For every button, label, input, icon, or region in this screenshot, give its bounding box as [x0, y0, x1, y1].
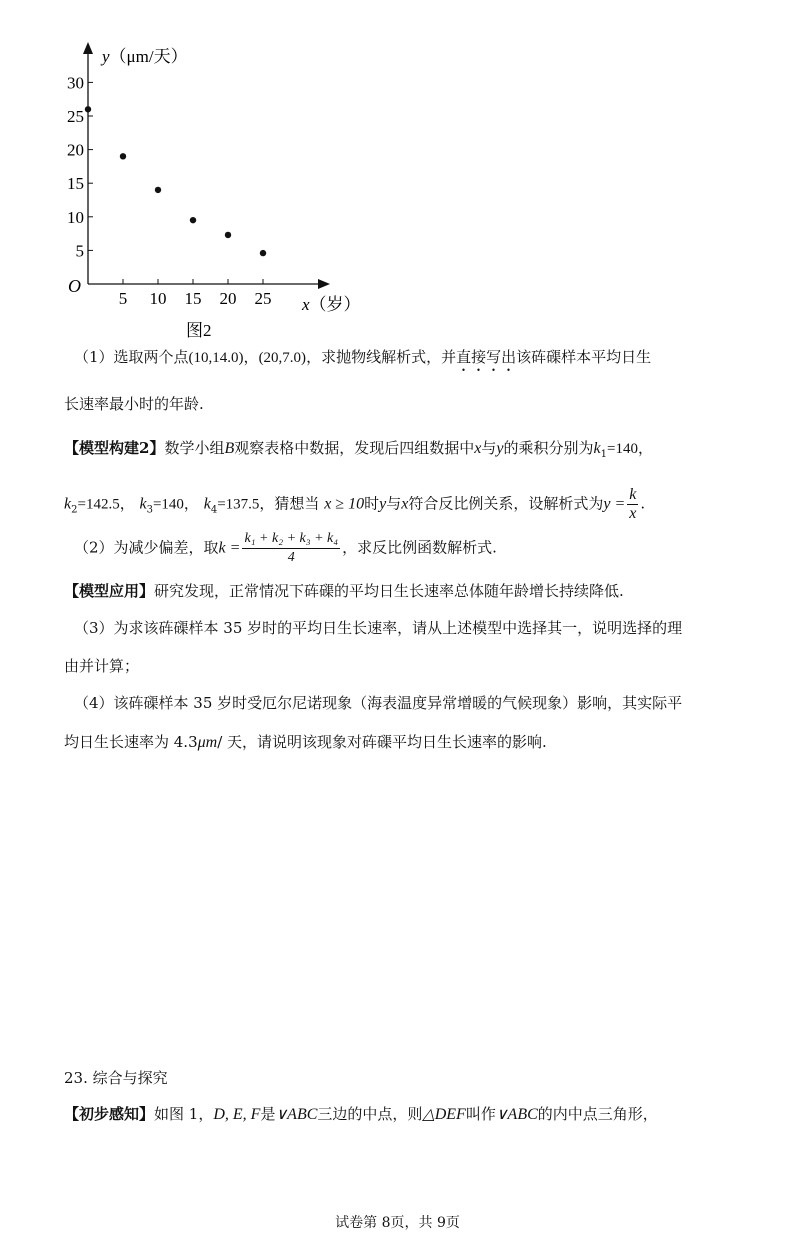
condition-x: x ≥ 10 — [324, 495, 365, 513]
model-2-text: 与 — [386, 494, 402, 513]
q4-text: 均日生长速率为 4.3 — [64, 733, 198, 751]
equation-left: y = — [603, 495, 626, 513]
fraction-numerator: k — [629, 486, 637, 503]
q23-tag: 【初步感知】 — [64, 1105, 155, 1123]
k1-subscript: 1 — [600, 449, 607, 460]
data-point — [260, 250, 266, 256]
fraction-k-over-x — [627, 486, 638, 523]
model-2-tag: 【模型构建2】 — [64, 439, 165, 457]
y-tick-label: 30 — [67, 73, 84, 93]
chart-axes — [67, 42, 361, 340]
q23-text: 叫作 — [465, 1105, 496, 1123]
x-tick-label: 15 — [184, 289, 202, 308]
var-y: y — [379, 495, 387, 513]
q1-point-1: (10,14.0) — [188, 350, 244, 366]
y-tick-label: 10 — [67, 207, 84, 227]
q1-prefix: （1）选取两个点 — [74, 348, 189, 366]
q1-separator: ， — [243, 348, 259, 366]
y-tick-label: 25 — [67, 107, 84, 126]
question-1-line-2: 长速率最小时的年龄. — [64, 395, 204, 413]
model-2-text: 的乘积分别为 — [503, 439, 594, 457]
question-2 — [74, 530, 497, 567]
k3-symbol: k — [139, 495, 147, 513]
apply-text: 研究发现，正常情况下砗磲的平均日生长速率总体随年龄增长持续降低. — [154, 582, 624, 600]
question-4-line-1: （4）该砗磲样本 35 岁时受厄尔尼诺现象（海表温度异常增暖的气候现象）影响，其实际平 — [74, 694, 683, 712]
q2-k: k = — [218, 539, 241, 557]
y-tick-label: 20 — [67, 140, 84, 160]
y-tick-label: 5 — [75, 241, 84, 261]
apply-tag: 【模型应用】 — [64, 582, 155, 600]
x-tick-label: 20 — [219, 289, 237, 308]
data-point — [190, 217, 196, 223]
q1-mid: ，求抛物线解析式，并 — [306, 348, 457, 366]
k2-value: =142.5， — [77, 496, 135, 513]
q1-tail: 该砗磲样本平均日生 — [516, 348, 652, 366]
group-b-label: B — [224, 440, 235, 457]
question-23-title: 23. 综合与探究 — [64, 1069, 168, 1087]
var-y: y — [496, 440, 504, 457]
question-3-line-2: 由并计算； — [64, 657, 140, 675]
q23-text: 三边的中点，则 — [317, 1105, 423, 1123]
model-2-text: 与 — [481, 439, 497, 457]
triangle-def: △DEF — [422, 1106, 466, 1123]
x-axis-label: x（岁） — [302, 295, 361, 314]
question-1-line-1 — [74, 346, 651, 375]
data-point — [85, 106, 91, 112]
k1-symbol: k — [593, 440, 601, 457]
sentence-end: . — [640, 494, 646, 513]
var-x: x — [401, 495, 409, 513]
scatter-chart — [56, 22, 361, 340]
triangle-abc: ∨ABC — [275, 1106, 318, 1123]
k2-subscript: 2 — [71, 504, 78, 516]
origin-label: O — [68, 276, 81, 296]
chart-points — [85, 106, 266, 256]
q23-text: 是 — [260, 1105, 276, 1123]
model-2-line-1 — [64, 437, 653, 460]
k3-subscript: 3 — [146, 504, 153, 516]
k3-value: =140， — [152, 496, 199, 513]
model-2-line-2 — [64, 486, 645, 523]
fraction-denominator: x — [629, 505, 637, 522]
q2-denominator: 4 — [287, 550, 295, 565]
q1-emphasis: 直接写出 — [456, 348, 517, 366]
q2-numerator: k₁ + k₂ + k₃ + k₄ — [242, 530, 340, 549]
question-3-line-1: （3）为求该砗磲样本 35 岁时的平均日生长速率，请从上述模型中选择其一，说明选择的理 — [74, 619, 683, 637]
k4-value: =137.5，猜想当 — [217, 496, 320, 513]
q1-point-2: (20,7.0) — [258, 350, 307, 366]
k2-symbol: k — [64, 495, 72, 513]
k4-subscript: 4 — [210, 504, 218, 516]
data-point — [155, 187, 161, 193]
triangle-abc: ∨ABC — [495, 1106, 538, 1123]
data-point — [120, 153, 126, 159]
y-tick-label: 15 — [67, 174, 84, 194]
var-x: x — [474, 440, 482, 457]
y-axis-arrow — [83, 42, 93, 54]
model-2-text: 符合反比例关系，设解析式为 — [408, 494, 604, 513]
q23-points: D, E, F — [213, 1106, 261, 1123]
q2-fraction — [242, 530, 340, 567]
page-footer: 试卷第 8页，共 9页 — [335, 1215, 460, 1231]
x-axis-arrow — [318, 279, 330, 289]
x-tick-label: 10 — [149, 289, 167, 308]
k1-value: =140， — [607, 441, 653, 457]
q2-tail: ，求反比例函数解析式. — [342, 538, 497, 557]
q4-unit: μm — [197, 734, 218, 751]
q2-prefix: （2）为减少偏差，取 — [74, 538, 219, 557]
chart-caption: 图2 — [186, 321, 212, 340]
q23-text: 如图 1， — [154, 1105, 214, 1123]
model-application — [64, 580, 624, 601]
question-23-intro — [64, 1103, 658, 1124]
q23-text: 的内中点三角形， — [537, 1105, 658, 1123]
q4-text: / 天，请说明该现象对砗磲平均日生长速率的影响. — [217, 733, 547, 751]
question-4-line-2 — [64, 731, 547, 752]
x-tick-label: 5 — [118, 289, 128, 308]
y-axis-label: y（μm/天） — [102, 47, 188, 66]
x-tick-label: 25 — [254, 289, 272, 308]
data-point — [225, 232, 231, 238]
k4-symbol: k — [203, 495, 211, 513]
model-2-text: 时 — [364, 494, 380, 513]
model-2-text: 观察表格中数据，发现后四组数据中 — [234, 439, 475, 457]
model-2-text: 数学小组 — [164, 439, 225, 457]
